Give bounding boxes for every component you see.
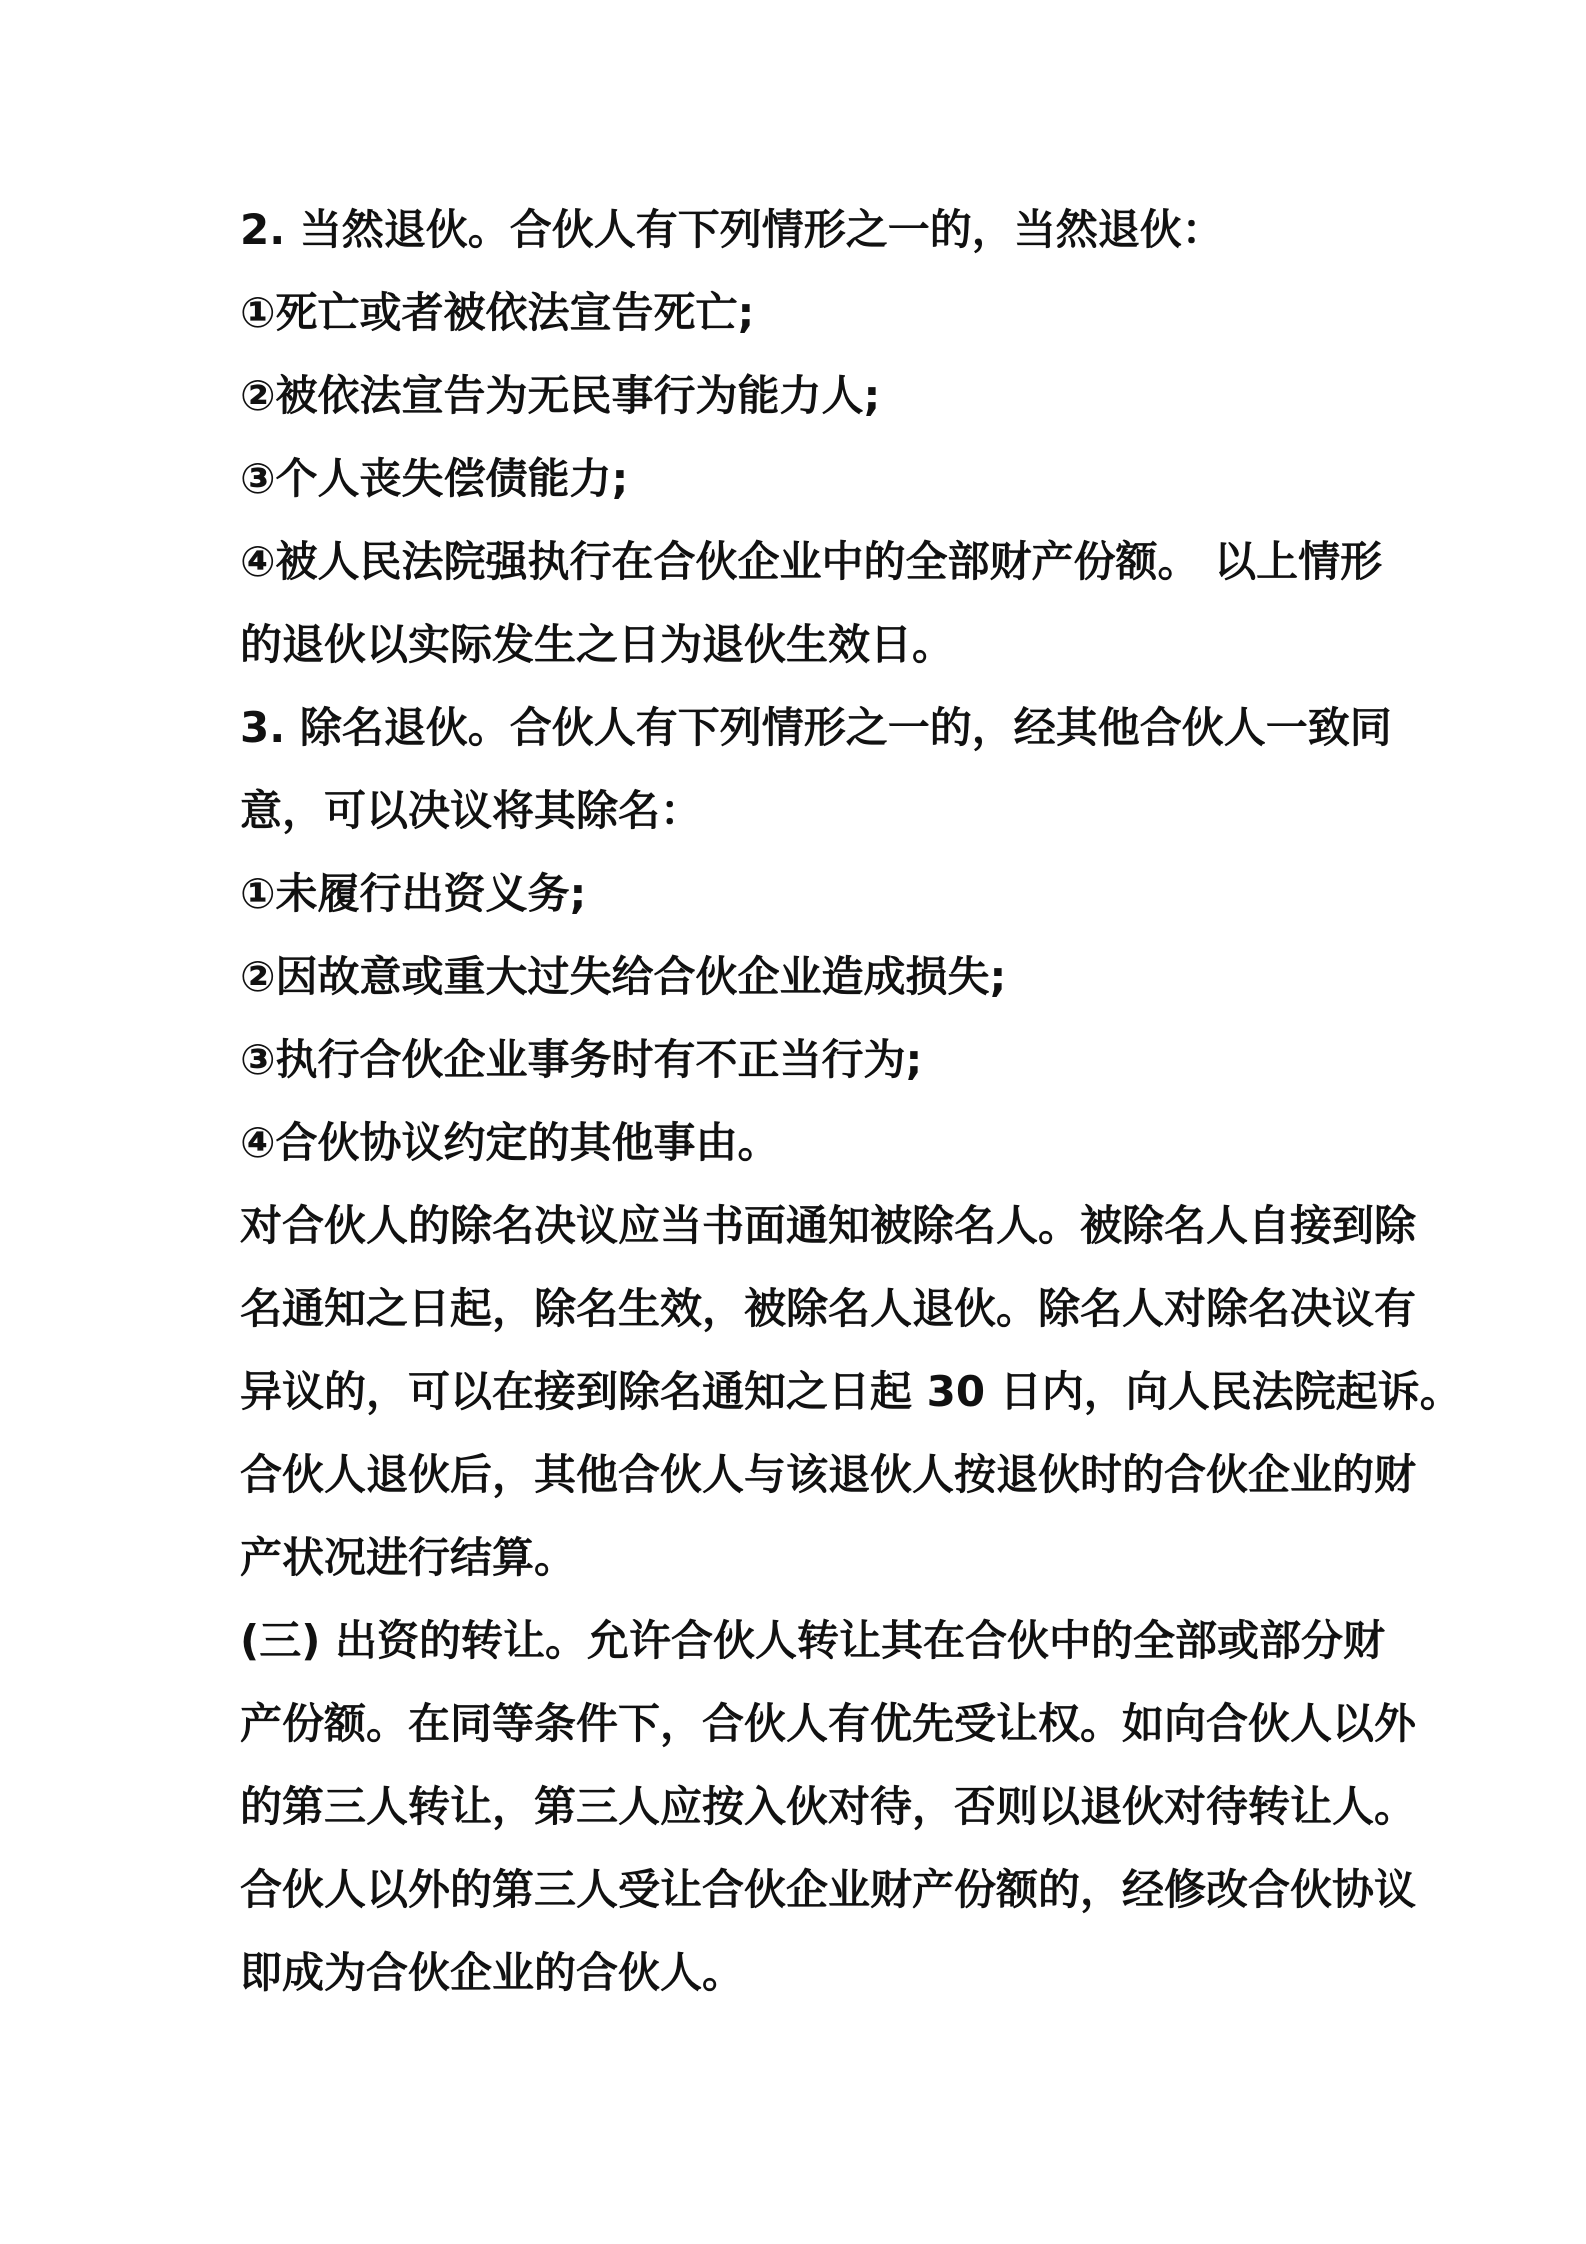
text-line: ③个人丧失偿债能力; xyxy=(240,454,629,503)
text-line: 异议的，可以在接到除名通知之日起 30 日内，向人民法院起诉。 xyxy=(240,1367,1462,1416)
text-line: 对合伙人的除名决议应当书面通知被除名人。被除名人自接到除 xyxy=(240,1201,1417,1250)
text-line: 3. 除名退伙。合伙人有下列情形之一的，经其他合伙人一致同 xyxy=(240,703,1392,752)
text-line: 的第三人转让，第三人应按入伙对待，否则以退伙对待转让人。 xyxy=(240,1782,1417,1831)
text-line: ②因故意或重大过失给合伙企业造成损失; xyxy=(240,952,1007,1001)
text-line: ④被人民法院强执行在合伙企业中的全部财产份额。 以上情形 xyxy=(240,537,1383,586)
text-line: 2. 当然退伙。合伙人有下列情形之一的，当然退伙： xyxy=(240,205,1224,254)
text-line: 产状况进行结算。 xyxy=(240,1533,577,1582)
text-line: 产份额。在同等条件下，合伙人有优先受让权。如向合伙人以外 xyxy=(240,1699,1417,1748)
text-line: ②被依法宣告为无民事行为能力人; xyxy=(240,371,881,420)
text-line: 意，可以决议将其除名： xyxy=(240,786,703,835)
text-line: ③执行合伙企业事务时有不正当行为; xyxy=(240,1035,923,1084)
text-line: ①未履行出资义务; xyxy=(240,869,587,918)
text-line: ④合伙协议约定的其他事由。 xyxy=(240,1118,780,1167)
text-line: (三) 出资的转让。允许合伙人转让其在合伙中的全部或部分财 xyxy=(240,1616,1386,1665)
text-line: 合伙人退伙后，其他合伙人与该退伙人按退伙时的合伙企业的财 xyxy=(240,1450,1417,1499)
text-line: ①死亡或者被依法宣告死亡; xyxy=(240,288,755,337)
text-line: 的退伙以实际发生之日为退伙生效日。 xyxy=(240,620,955,669)
text-line: 名通知之日起，除名生效，被除名人退伙。除名人对除名决议有 xyxy=(240,1284,1417,1333)
text-line: 合伙人以外的第三人受让合伙企业财产份额的，经修改合伙协议 xyxy=(240,1865,1417,1914)
text-line: 即成为合伙企业的合伙人。 xyxy=(240,1948,745,1997)
